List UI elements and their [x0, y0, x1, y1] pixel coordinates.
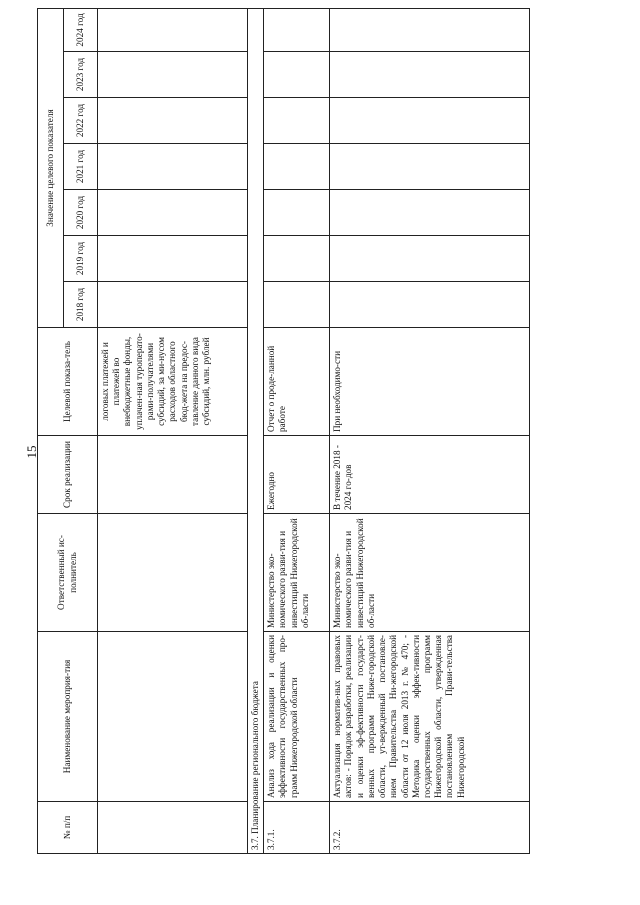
table-row — [264, 8, 330, 853]
header-year: 2019 год — [64, 236, 98, 282]
row-name: Анализ хода реализации и оценки эффективности государственных про-грамм Нижегородской области — [264, 632, 330, 802]
table-row — [330, 8, 530, 853]
indicator-cell: логовых платежей и платежей во внебюджетные фонды, уплачен-ная туроперато-рами-получателями субсидий, за ми-нусом расходов областного бюд-жета на предос-тавление данного вида субсидий, млн. рублей — [98, 328, 248, 436]
table-row-continuation — [98, 8, 248, 853]
rotated-page-content — [37, 0, 620, 874]
header-year: 2018 год — [64, 282, 98, 328]
header-year: 2022 год — [64, 98, 98, 144]
row-responsible: Министерство эко-номического разви-тия и инвестиций Нижегородской об-ласти — [330, 514, 530, 632]
header-year: 2024 год — [64, 8, 98, 51]
section-title: 3.7. Планирование регионального бюджета — [248, 8, 264, 853]
header-year: 2023 год — [64, 52, 98, 98]
section-heading-row — [248, 8, 264, 853]
row-num: 3.7.2. — [330, 802, 530, 854]
action-plan-table — [37, 8, 530, 854]
header-num: № п/п — [38, 802, 98, 854]
row-term: Ежегодно — [264, 436, 330, 514]
header-name: Наименование мероприя-тия — [38, 632, 98, 802]
header-responsible: Ответственный ис-полнитель — [38, 514, 98, 632]
header-year: 2020 год — [64, 190, 98, 236]
header-indicator-values: Значение целевого показателя — [38, 8, 64, 327]
row-responsible: Министерство эко-номического разви-тия и инвестиций Нижегородской об-ласти — [264, 514, 330, 632]
header-indicator: Целевой показа-тель — [38, 328, 98, 436]
header-year: 2021 год — [64, 144, 98, 190]
header-term: Срок реализации — [38, 436, 98, 514]
row-indicator: При необходимо-сти — [330, 328, 530, 436]
page-number: 15 — [24, 445, 39, 459]
row-term: В течение 2018 - 2024 го-дов — [330, 436, 530, 514]
row-name: Актуализация норматив-ных правовых актов: - Порядок разработки, реализации и оценки эф-фективности государст-венных программ Ниже-городской области, ут-вержденный постановле-нием Правительства Ни-жегородской области от 12 июля 2013 г. № 470; - Методика оценки эффек-тивности государственных программ Нижегородской области, утвержденная постановлением Прави-тельства Нижегородской — [330, 632, 530, 802]
row-num: 3.7.1. — [264, 802, 330, 854]
row-indicator: Отчет о проде-ланной работе — [264, 328, 330, 436]
